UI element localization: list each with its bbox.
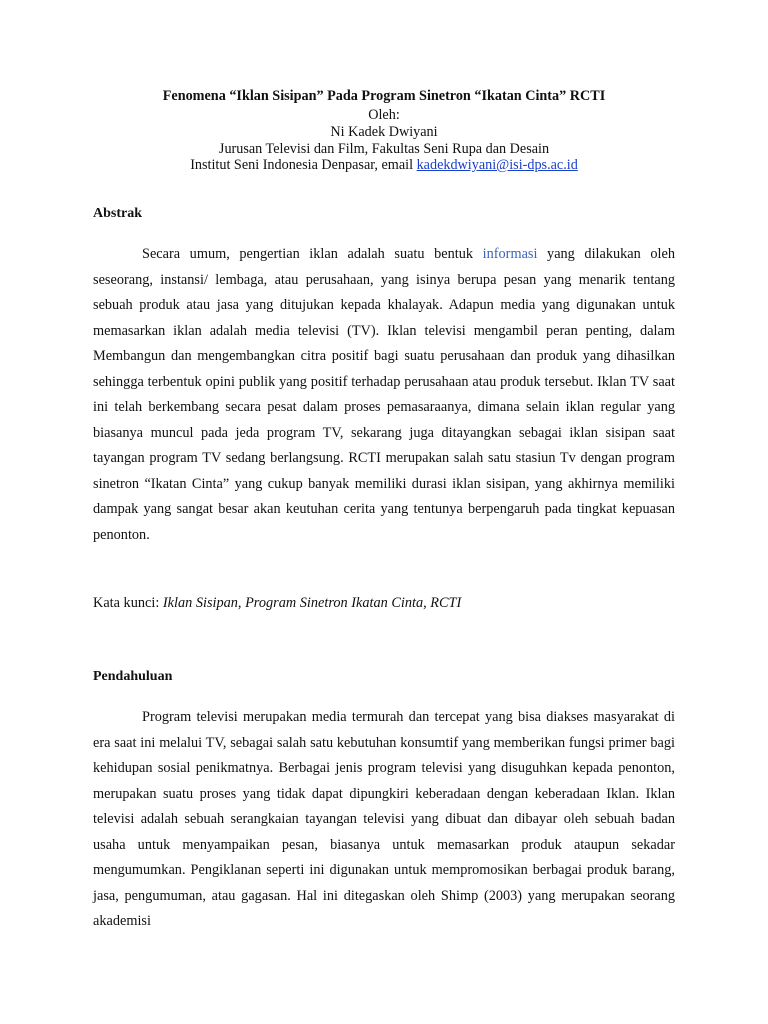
abstract-paragraph	[93, 242, 675, 548]
introduction-paragraph: Program televisi merupakan media termurah dan tercepat yang bisa diakses masyarakat di era saat ini melalui TV, sebagai salah satu kebutuhan konsumtif yang memberikan fungsi primer bagi kehidupan sosial penikmatnya. Berbagai jenis program televisi yang disuguhkan kepada penonton, merupakan suatu proses yang tidak dapat dipungkiri keberadaan dengan keberadaan Iklan. Iklan televisi adalah sebuah serangkaian tayangan televisi yang dibuat dan dibayar oleh sebuah badan usaha untuk menyampaikan pesan, biasanya untuk memasarkan produk ataupun sekadar mengumumkan. Pengiklanan seperti ini digunakan untuk mempromosikan berbagai produk barang, jasa, pengumuman, atau gagasan. Hal ini ditegaskan oleh Shimp (2003) yang merupakan seorang akademisi	[93, 709, 675, 929]
author-institution	[0, 157, 768, 174]
informasi-link[interactable]: informasi	[482, 246, 538, 262]
keywords-value: Iklan Sisipan, Program Sinetron Ikatan Cinta, RCTI	[162, 595, 462, 611]
abstract-heading: Abstrak	[93, 206, 143, 221]
paper-title: Fenomena “Iklan Sisipan” Pada Program Sinetron “Ikatan Cinta” RCTI	[162, 88, 606, 104]
email-link[interactable]: kadekdwiyani@isi-dps.ac.id	[416, 157, 578, 173]
introduction-heading: Pendahuluan	[93, 669, 173, 684]
by-label: Oleh:	[368, 107, 400, 123]
institution-text: Institut Seni Indonesia Denpasar, email	[190, 157, 417, 173]
author-name: Ni Kadek Dwiyani	[330, 124, 438, 140]
abstract-text-start: Secara umum, pengertian iklan adalah suatu bentuk	[142, 246, 483, 262]
author-department: Jurusan Televisi dan Film, Fakultas Seni Rupa dan Desain	[218, 141, 550, 157]
keywords-label: Kata kunci:	[93, 595, 163, 611]
abstract-text-rest: yang dilakukan oleh seseorang, instansi/ lembaga, atau perusahaan, yang isinya berupa pesan yang menarik tentang sebuah produk atau jasa yang ditujukan kepada khalayak. Adapun media yang digunakan untuk memasarkan iklan adalah media televisi (TV). Iklan televisi mengambil peran penting, dalam Membangun dan mengembangkan citra positif bagi suatu perusahaan dan produk yang dihasilkan sehingga terbentuk opini publik yang positif terhadap perusahaan atau produk tersebut. Iklan TV saat ini telah berkembang secara pesat dalam proses pemasaraanya, dimana selain iklan regular yang biasanya muncul pada jeda program TV, sekarang juga ditayangkan sebagai iklan sisipan saat tayangan program TV sedang berlangsung. RCTI merupakan salah satu stasiun Tv dengan program sinetron “Ikatan Cinta” yang cukup banyak memiliki durasi iklan sisipan, yang akhirnya memiliki dampak yang sangat besar akan keutuhan cerita yang tentunya berpengaruh pada tingkat kepuasan penonton.	[93, 246, 676, 543]
keywords-line	[93, 595, 461, 612]
